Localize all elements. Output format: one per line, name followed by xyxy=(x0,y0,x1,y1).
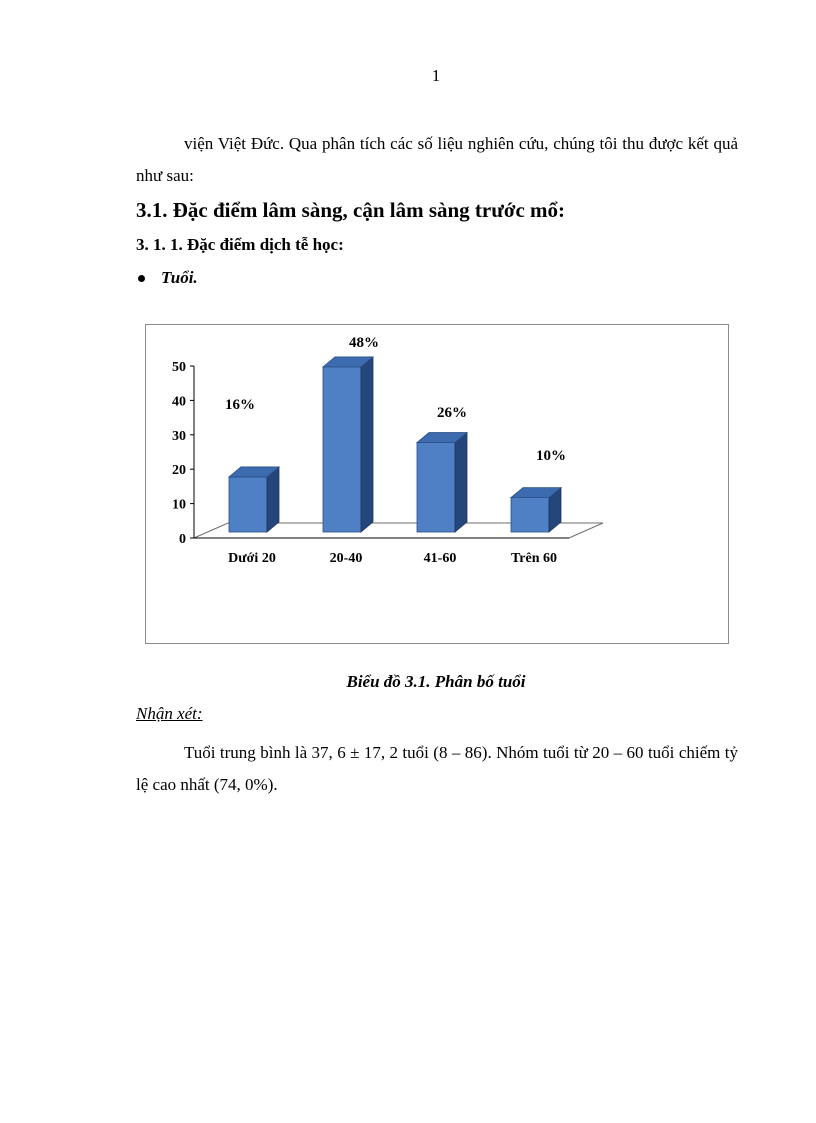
bullet-dot-icon xyxy=(138,275,145,282)
x-tick-label: 20-40 xyxy=(329,551,363,566)
data-label: 48% xyxy=(349,335,379,351)
bar xyxy=(511,498,549,532)
remark-label: Nhận xét: xyxy=(136,704,203,723)
bar-side xyxy=(361,357,373,532)
bar xyxy=(229,477,267,532)
y-tick-label: 0 xyxy=(179,532,186,547)
y-tick-label: 10 xyxy=(172,497,186,513)
intro-paragraph: viện Việt Đức. Qua phân tích các số liệu nghiên cứu, chúng tôi thu được kết quả như sau: xyxy=(136,134,738,185)
data-label: 10% xyxy=(536,448,566,464)
page-number: 1 xyxy=(431,66,441,85)
y-tick-label: 50 xyxy=(172,360,186,375)
y-tick-label: 20 xyxy=(172,463,186,479)
y-tick-label: 40 xyxy=(172,394,186,410)
subsection-heading: 3. 1. 1. Đặc điểm dịch tễ học: xyxy=(136,235,344,254)
x-tick-label: Dưới 20 xyxy=(228,551,276,566)
bar-side xyxy=(267,467,279,532)
section-heading: 3.1. Đặc điểm lâm sàng, cận lâm sàng trước mổ: xyxy=(136,198,566,222)
y-tick-label: 30 xyxy=(172,428,186,444)
data-label: 26% xyxy=(437,405,467,421)
bar xyxy=(417,443,455,532)
bullet-item xyxy=(136,268,198,288)
bullet-label: Tuổi. xyxy=(161,268,198,287)
bar xyxy=(323,367,361,532)
age-distribution-chart xyxy=(145,324,729,644)
x-tick-label: Trên 60 xyxy=(510,551,558,566)
bar-side xyxy=(455,433,467,532)
chart-caption: Biểu đồ 3.1. Phân bố tuổi xyxy=(346,672,526,691)
x-tick-label: 41-60 xyxy=(423,551,457,566)
data-label: 16% xyxy=(225,397,255,413)
remark-paragraph: Tuổi trung bình là 37, 6 ± 17, 2 tuổi (8 – 86). Nhóm tuổi từ 20 – 60 tuổi chiếm tỷ lệ cao nhất (74, 0%). xyxy=(136,743,738,794)
chart-svg xyxy=(146,325,730,645)
